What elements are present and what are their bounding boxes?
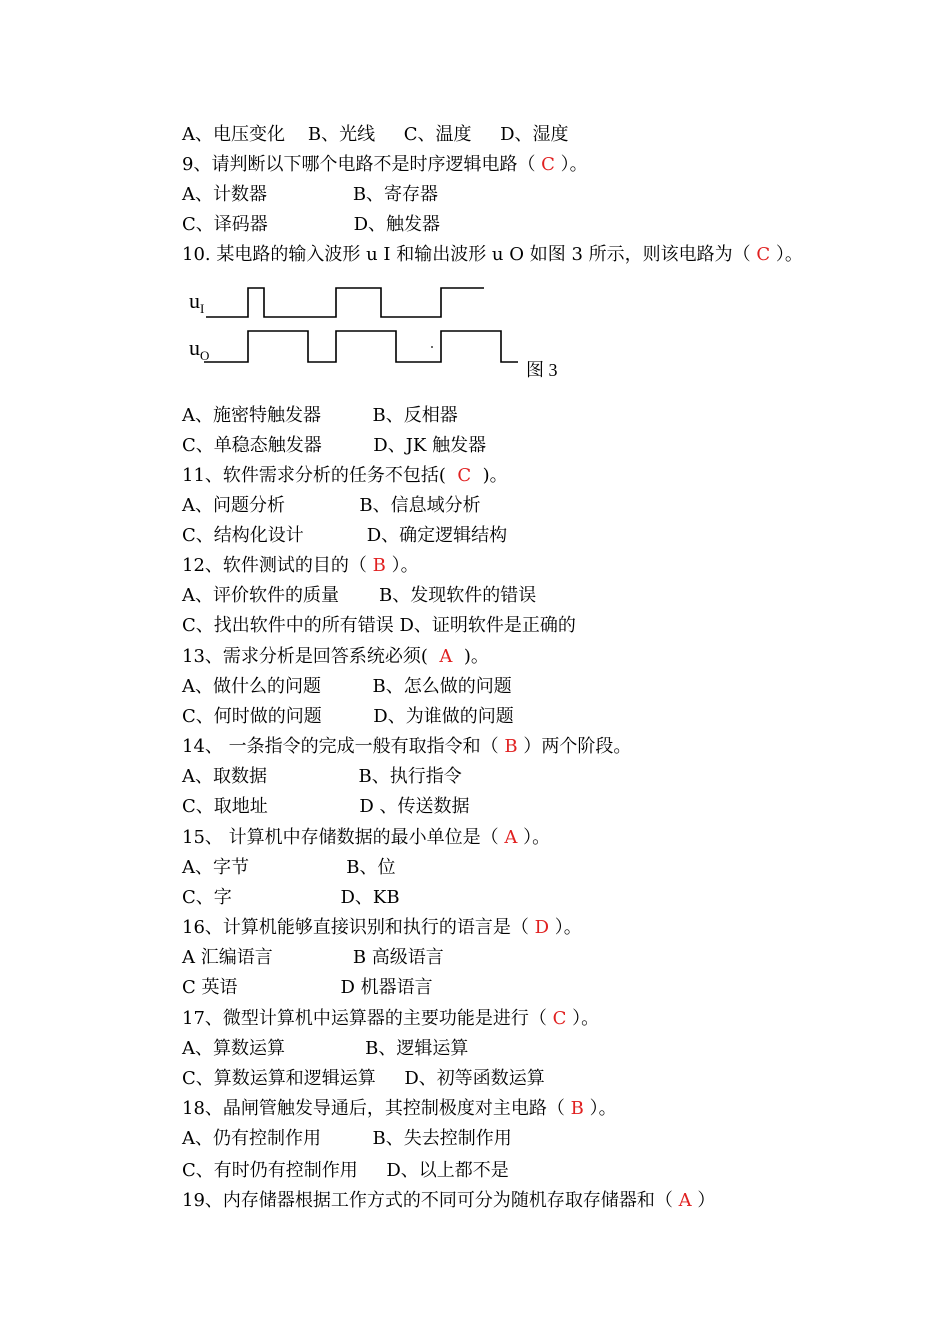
question-line-16: 16、计算机能够直接识别和执行的语言是（ D ）。 [182, 917, 582, 938]
option-line: C、何时做的问题 D、为谁做的问题 [182, 706, 514, 727]
input-wave-label: $u_I$ [189, 288, 205, 316]
option-line: A、做什么的问题 B、怎么做的问题 [182, 676, 512, 697]
question-line-10: 10. 某电路的输入波形 u I 和输出波形 u O 如图 3 所示，则该电路为（ C ）。 [182, 244, 803, 265]
option-line: A、电压变化 B、光线 C、温度 D、湿度 [182, 124, 569, 145]
option-line: C、取地址 D 、传送数据 [182, 796, 470, 817]
option-line: A、算数运算 B、逻辑运算 [182, 1038, 469, 1059]
option-line: C、结构化设计 D、确定逻辑结构 [182, 525, 508, 546]
option-line: A、计数器 B、寄存器 [182, 184, 439, 205]
output-wave-label: $u_O$ [189, 335, 210, 363]
question-line-13: 13、需求分析是回答系统必须( A )。 [182, 646, 489, 667]
option-line: A 汇编语言 B 高级语言 [182, 947, 444, 968]
output-waveform [204, 331, 518, 362]
answer-mark: B [504, 736, 518, 757]
question-line-11: 11、软件需求分析的任务不包括( C )。 [182, 465, 508, 486]
answer-mark: C [552, 1008, 567, 1029]
option-line: A、施密特触发器 B、反相器 [182, 405, 458, 426]
question-line-14: 14、 一条指令的完成一般有取指令和（ B ）两个阶段。 [182, 736, 632, 757]
answer-mark: B [372, 555, 386, 576]
question-line-15: 15、 计算机中存储数据的最小单位是（ A ）。 [182, 827, 551, 848]
answer-mark: B [570, 1098, 584, 1119]
option-line: C、单稳态触发器 D、JK 触发器 [182, 435, 487, 456]
answer-mark: C [457, 465, 472, 486]
stray-dot [431, 346, 433, 348]
input-waveform [206, 288, 484, 317]
option-line: C、译码器 D、触发器 [182, 214, 441, 235]
answer-mark: D [534, 917, 550, 938]
option-line: A、仍有控制作用 B、失去控制作用 [182, 1128, 512, 1149]
question-line-17: 17、微型计算机中运算器的主要功能是进行（ C ）。 [182, 1008, 600, 1029]
option-line: C 英语 D 机器语言 [182, 977, 433, 998]
question-line-9: 9、请判断以下哪个电路不是时序逻辑电路（ C ）。 [182, 154, 588, 175]
option-line: C、算数运算和逻辑运算 D、初等函数运算 [182, 1068, 545, 1089]
option-line: C、有时仍有控制作用 D、以上都不是 [182, 1160, 509, 1181]
option-line: A、问题分析 B、信息域分析 [182, 495, 481, 516]
option-line: A、评价软件的质量 B、发现软件的错误 [182, 585, 537, 606]
question-line-12: 12、软件测试的目的（ B ）。 [182, 555, 419, 576]
question-line-19: 19、内存储器根据工作方式的不同可分为随机存取存储器和（ A ） [182, 1190, 716, 1211]
answer-mark: C [756, 244, 771, 265]
option-line: C、字 D、KB [182, 887, 400, 908]
waveform-figure [186, 280, 586, 386]
option-line: C、找出软件中的所有错误 D、证明软件是正确的 [182, 615, 576, 636]
question-line-18: 18、晶闸管触发导通后，其控制极度对主电路（ B ）。 [182, 1098, 617, 1119]
answer-mark: A [504, 827, 518, 848]
answer-mark: C [541, 154, 555, 175]
option-line: A、字节 B、位 [182, 857, 396, 878]
figure-caption: 图 3 [526, 360, 558, 380]
answer-mark: A [678, 1190, 692, 1211]
option-line: A、取数据 B、执行指令 [182, 766, 462, 787]
answer-mark: A [439, 646, 453, 667]
